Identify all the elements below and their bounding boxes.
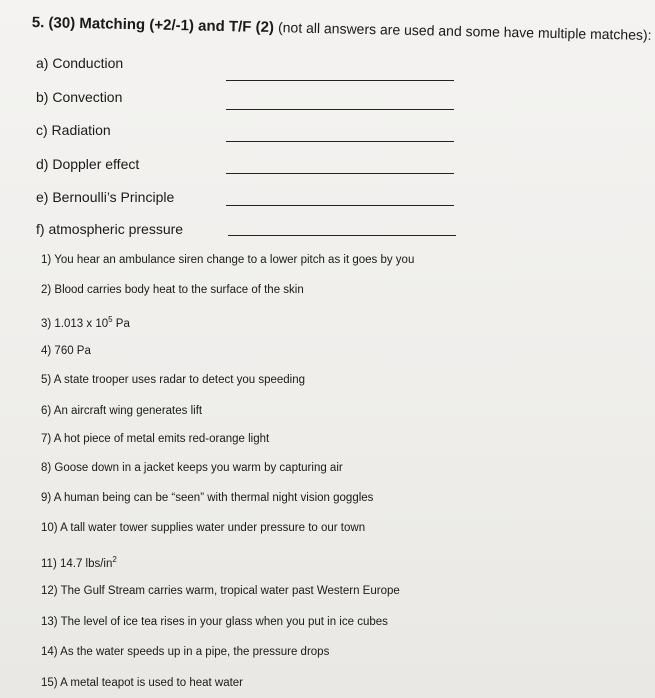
answer-blank-doppler-effect[interactable] [226,173,454,174]
statement-3 [41,315,130,330]
answer-blank-atmospheric-pressure[interactable] [228,235,456,236]
term-bernoulli-principle: e) Bernoulli’s Principle [36,189,175,205]
statement-3-unit: Pa [112,317,130,330]
question-number: 5. [31,14,45,32]
answer-blank-bernoulli-principle[interactable] [226,205,454,206]
statement-3-text: 3) 1.013 x 10 [41,317,109,330]
statement-13: 13) The level of ice tea rises in your glass when you put in ice cubes [41,616,388,628]
statement-11 [41,555,117,570]
question-points: (30) [48,14,76,32]
statement-14: 14) As the water speeds up in a pipe, the pressure drops [41,646,330,658]
statement-15: 15) A metal teapot is used to heat water [41,677,244,689]
statement-4: 4) 760 Pa [41,345,91,357]
answer-blank-convection[interactable] [226,109,454,110]
statement-1: 1) You hear an ambulance siren change to a lower pitch as it goes by you [41,254,415,266]
statement-12: 12) The Gulf Stream carries warm, tropical water past Western Europe [41,585,400,597]
statement-10: 10) A tall water tower supplies water under pressure to our town [41,522,366,534]
question-header [32,14,652,44]
term-conduction: a) Conduction [36,55,124,71]
statement-5: 5) A state trooper uses radar to detect you speeding [41,374,306,386]
statement-6: 6) An aircraft wing generates lift [41,405,203,417]
statement-3-exponent: 5 [108,315,113,324]
statement-9: 9) A human being can be “seen” with thermal night vision goggles [41,492,374,504]
term-doppler-effect: d) Doppler effect [36,156,140,172]
statement-7: 7) A hot piece of metal emits red-orange light [41,433,270,445]
term-radiation: c) Radiation [36,122,111,138]
statement-11-text: 11) 14.7 lbs/in [41,557,113,570]
statement-2: 2) Blood carries body heat to the surface of the skin [41,284,304,296]
statement-11-exponent: 2 [112,555,117,564]
term-atmospheric-pressure: f) atmospheric pressure [36,221,184,237]
answer-blank-conduction[interactable] [226,80,454,81]
question-title: Matching (+2/-1) and T/F (2) [79,14,275,37]
statement-8: 8) Goose down in a jacket keeps you warm by capturing air [41,462,343,474]
term-convection: b) Convection [36,89,123,105]
answer-blank-radiation[interactable] [226,141,454,142]
question-note: (not all answers are used and some have multiple matches): [277,19,652,43]
